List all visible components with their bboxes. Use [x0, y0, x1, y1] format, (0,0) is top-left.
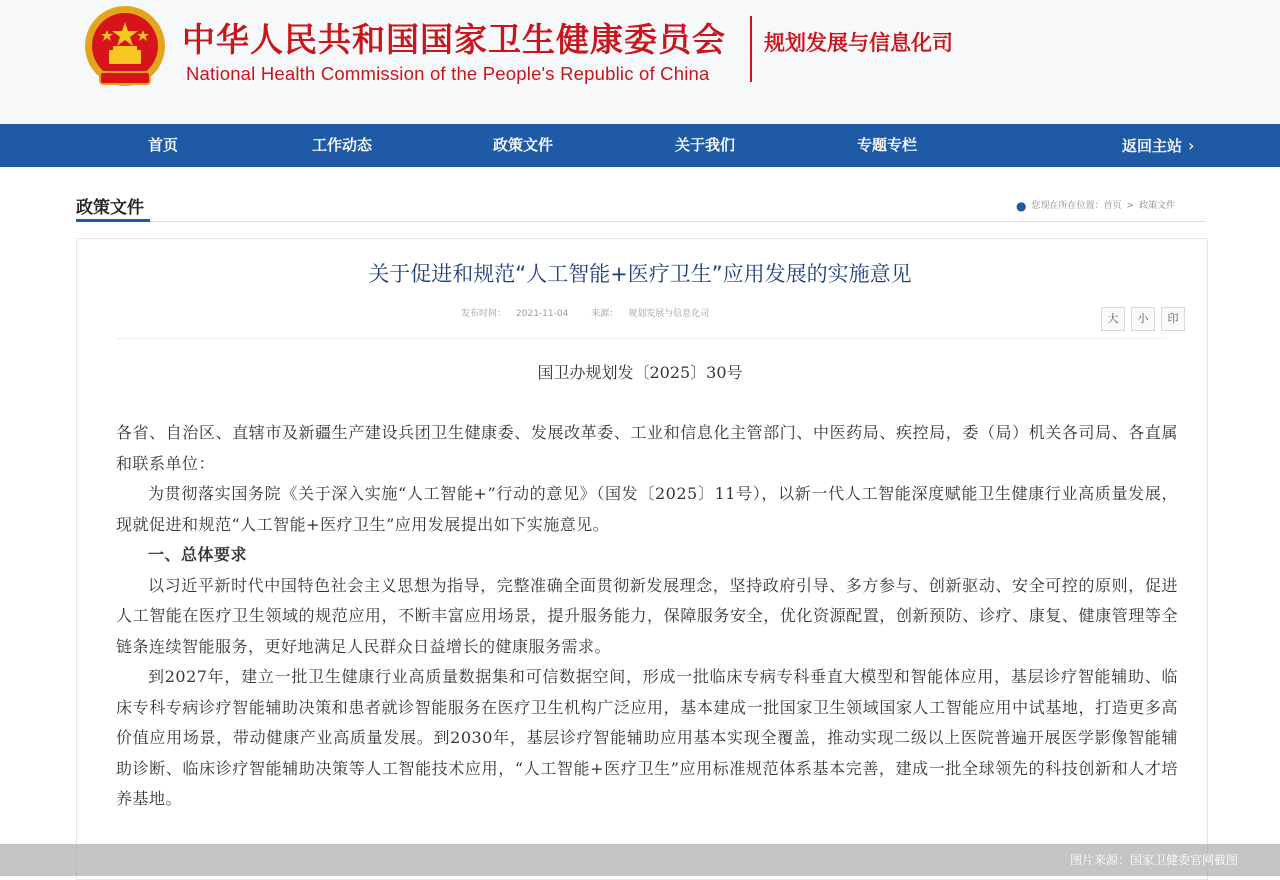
section-title-underline: [76, 219, 150, 222]
header-divider: [750, 16, 752, 82]
section-divider: [76, 221, 1206, 222]
department-name: 规划发展与信息化司: [764, 31, 953, 55]
nav-item-home[interactable]: 首页: [148, 136, 179, 154]
font-small-button[interactable]: 小: [1131, 307, 1155, 331]
breadcrumb-separator: >: [1126, 201, 1135, 211]
site-header: [0, 0, 1280, 124]
org-name-cn: 中华人民共和国国家卫生健康委员会: [182, 20, 726, 59]
nav-item-special-topics[interactable]: 专题专栏: [857, 136, 918, 154]
main-nav: [0, 124, 1280, 167]
publish-date: [461, 309, 578, 319]
article-title: 关于促进和规范“人工智能+医疗卫生”应用发展的实施意见: [368, 262, 912, 286]
nav-item-work-news[interactable]: 工作动态: [312, 136, 373, 154]
meta-divider: [116, 338, 1166, 339]
chevron-right-icon: ›: [1188, 136, 1195, 155]
font-large-button[interactable]: 大: [1101, 307, 1125, 331]
section-title: 政策文件: [76, 198, 144, 218]
body-paragraph-principles: 以习近平新时代中国特色社会主义思想为指导，完整准确全面贯彻新发展理念，坚持政府引导、多方参与、创新驱动、安全可控的原则，促进人工智能在医疗卫生领域的规范应用，不断丰富应用场景，提升服务能力，保障服务安全，优化资源配置，创新预防、诊疗、康复、健康管理等全链条连续智能服务，更好地满足人民群众日益增长的健康服务需求。: [116, 575, 1178, 656]
article-source-value: 规划发展与信息化司: [628, 309, 710, 319]
article-source: [591, 309, 719, 319]
publish-date-value: 2021-11-04: [516, 309, 569, 319]
publish-date-label: 发布时间：: [461, 309, 507, 319]
location-pin-icon: ●: [1016, 198, 1027, 213]
image-credit: 图片来源：国家卫健委官网截图: [1069, 853, 1238, 867]
nav-item-about-us[interactable]: 关于我们: [675, 136, 736, 154]
national-emblem-icon[interactable]: [80, 2, 170, 94]
article-body: [116, 418, 1178, 815]
breadcrumb-current[interactable]: 政策文件: [1139, 201, 1176, 211]
document-number: 国卫办规划发〔2025〕30号: [537, 363, 743, 382]
body-paragraph-recipients: 各省、自治区、直辖市及新疆生产建设兵团卫生健康委、发展改革委、工业和信息化主管部门、中医药局、疾控局，委（局）机关各司局、各直属和联系单位：: [116, 423, 1178, 473]
body-heading-general-requirements: 一、总体要求: [148, 545, 248, 564]
print-button[interactable]: 印: [1161, 307, 1185, 331]
nav-item-return-main-site[interactable]: [1122, 124, 1194, 167]
article-source-label: 来源：: [591, 309, 619, 319]
body-paragraph-intro: 为贯彻落实国务院《关于深入实施“人工智能+”行动的意见》（国发〔2025〕11号），以新一代人工智能深度赋能卫生健康行业高质量发展，现就促进和规范“人工智能+医疗卫生”应用发展提出如下实施意见。: [116, 484, 1178, 534]
nav-item-policy-documents[interactable]: 政策文件: [493, 136, 554, 154]
return-main-site-label: 返回主站: [1122, 137, 1183, 155]
image-credit-bar: [0, 844, 1280, 876]
org-name-en: National Health Commission of the People's Republic of China: [186, 63, 710, 84]
location-prefix: 您现在所在位置：: [1031, 201, 1104, 211]
breadcrumb-home[interactable]: 首页: [1103, 201, 1122, 211]
breadcrumb: [1016, 198, 1175, 213]
article-meta: [461, 306, 729, 319]
body-paragraph-goals: 到2027年，建立一批卫生健康行业高质量数据集和可信数据空间，形成一批临床专病专科垂直大模型和智能体应用，基层诊疗智能辅助、临床专科专病诊疗智能辅助决策和患者就诊智能服务在医疗卫生机构广泛应用，基本建成一批国家卫生领域国家人工智能应用中试基地，打造更多高价值应用场景，带动健康产业高质量发展。到2030年，基层诊疗智能辅助应用基本实现全覆盖，推动实现二级以上医院普遍开展医学影像智能辅助诊断、临床诊疗智能辅助决策等人工智能技术应用，“人工智能+医疗卫生”应用标准规范体系基本完善，建成一批全球领先的科技创新和人才培养基地。: [116, 667, 1178, 808]
